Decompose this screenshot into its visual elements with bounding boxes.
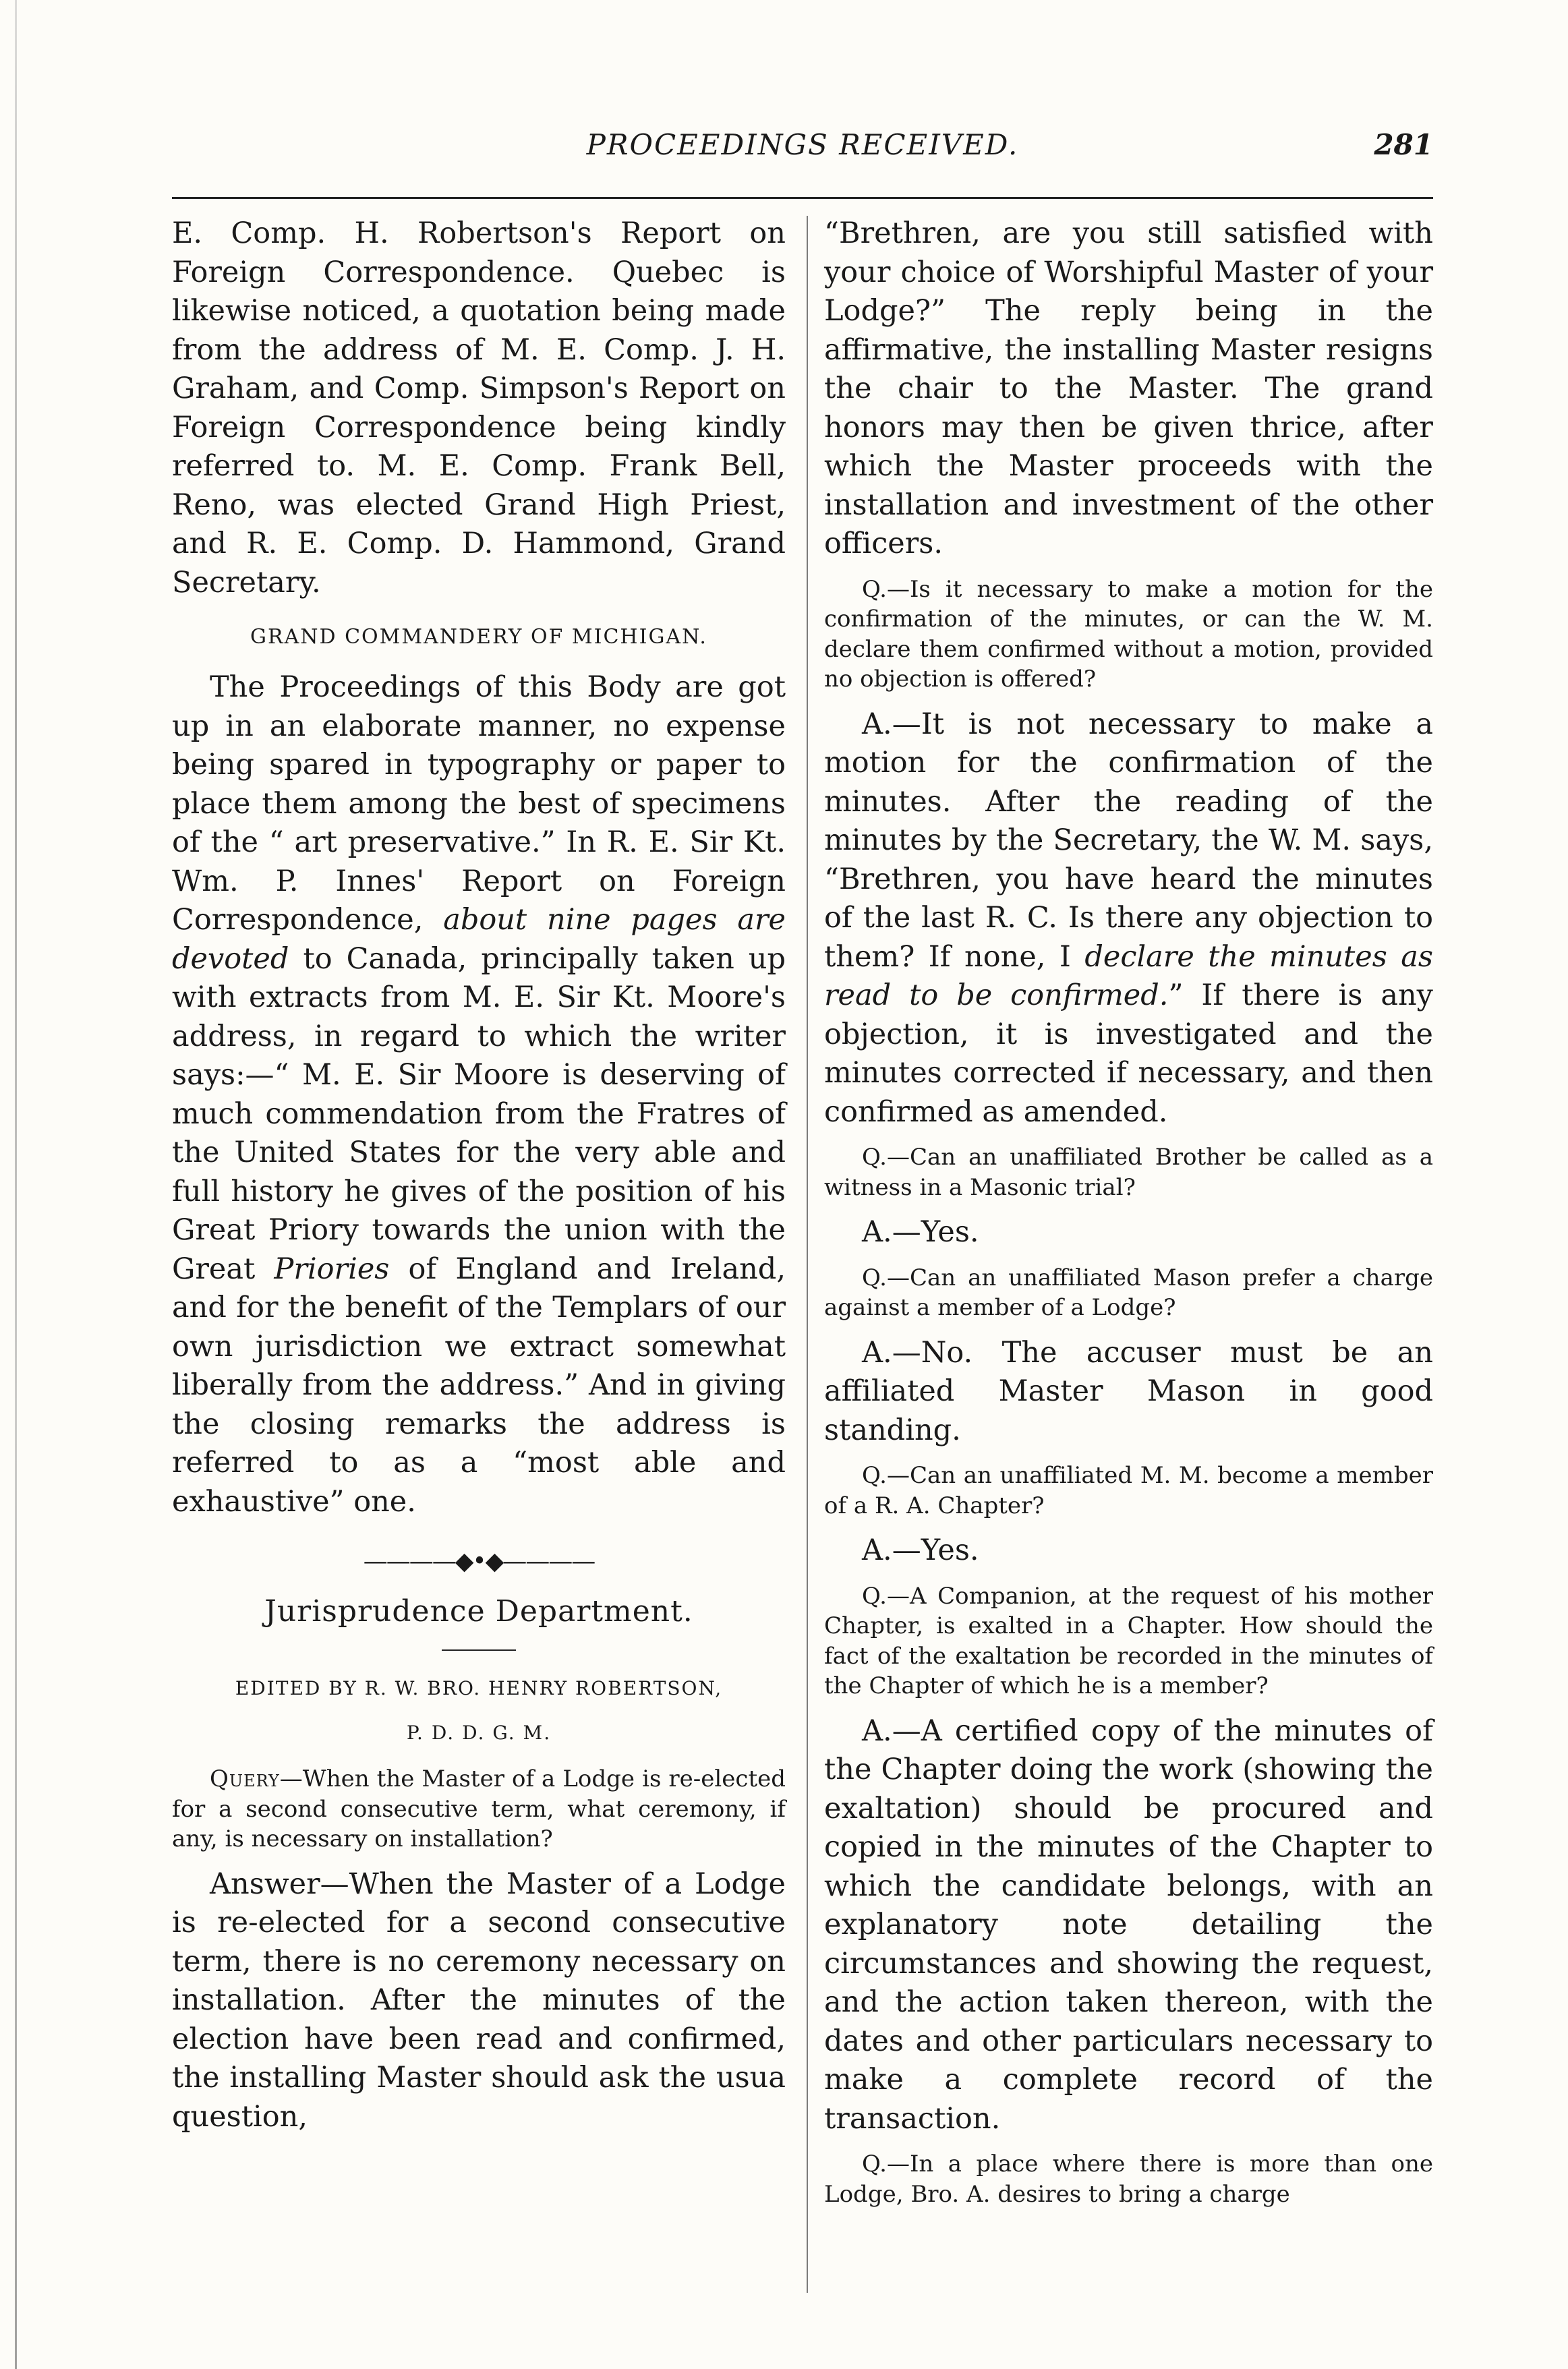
header-rule [172, 197, 1433, 199]
department-title: Jurisprudence Department. [264, 1594, 693, 1629]
query-text: —When the Master of a Lodge is re-elected for a second consecutive term, what ceremony, if any, is necessary on installation? [172, 1765, 786, 1852]
short-rule [442, 1649, 516, 1651]
paragraph-michigan-part1: The Proceedings of this Body are got up in an elaborate manner, no expense being spared in typography or paper to place them among the best of specimens of the “ art preservative.” In R. E. Sir Kt. Wm. P. Innes' Report on Foreign Correspondence, [172, 670, 786, 937]
page-header [172, 128, 1433, 175]
paragraph-quebec: E. Comp. H. Robertson's Report on Foreign Correspondence. Quebec is likewise noticed, a quotation being made from the address of M. E. Comp. J. H. Graham, and Comp. Simpson's Report on Foreign Correspondence being kindly referred to. M. E. Comp. Frank Bell, Reno, was elected Grand High Priest, and R. E. Comp. D. Hammond, Grand Secretary. [172, 216, 786, 599]
running-title: PROCEEDINGS RECEIVED. [586, 128, 1019, 161]
editor-title: P. D. D. G. M. [406, 1722, 552, 1744]
paragraph-michigan-part2: to Canada, principally taken up with extracts from M. E. Sir Kt. Moore's address, in regard to which the writer says:—“ M. E. Sir Moore is deserving of much commendation from the Fratres of the United States for the very able and full history he gives of the position of his Great Priory towards the union with the Great [172, 941, 786, 1286]
answer-1-part1: A.—It is not necessary to make a motion for the confirmation of the minutes. After the reading of the minutes by the Secretary, the W. M. says, “Brethren, you have heard the minutes of the last R. C. Is there any objection to them? If none, I [824, 707, 1433, 974]
answer-5: A.—A certified copy of the minutes of the Chapter doing the work (showing the exaltation) should be procured and copied in the minutes of the Chapter to which the candidate belongs, with an explanatory note detailing the circumstances and showing the request, and the action taken thereon, with the dates and other particulars necessary to make a complete record of the transaction. [824, 1714, 1433, 2136]
question-1: Q.—Is it necessary to make a motion for the confirmation of the minutes, or can the W. M. declare them confirmed without a motion, provided no objection is offered? [824, 575, 1433, 693]
paragraph-michigan-italic: about nine pages are devoted [172, 903, 786, 976]
column-divider [807, 216, 808, 2293]
answer-1-italic: declare the minutes as read to be confirmed. [824, 939, 1433, 1012]
paragraph-michigan [172, 668, 786, 1521]
answer-1 [824, 705, 1433, 1132]
answer-1-part2: ” If there is any objection, it is investigated and the minutes corrected if necessary, and then confirmed as amended. [824, 978, 1433, 1129]
left-column [172, 214, 786, 2136]
answer-3: A.—No. The accuser must be an affiliated Master Mason in good standing. [824, 1335, 1433, 1447]
question-2: Q.—Can an unaffiliated Brother be called as a witness in a Masonic trial? [824, 1144, 1433, 1201]
section-heading-michigan: GRAND COMMANDERY OF MICHIGAN. [250, 625, 707, 649]
answer-installation: Answer—When the Master of a Lodge is re-elected for a second consecutive term, there is no ceremony necessary on installation. After the minutes of the election have been read and confirmed, the installing Master should ask the usua question, [172, 1867, 786, 2134]
question-6: Q.—In a place where there is more than one Lodge, Bro. A. desires to bring a charge [824, 2151, 1433, 2208]
question-4: Q.—Can an unaffiliated M. M. become a member of a R. A. Chapter? [824, 1462, 1433, 1519]
question-5: Q.—A Companion, at the request of his mother Chapter, is exalted in a Chapter. How should the fact of the exaltation be recorded in the minutes of the Chapter of which he is a member? [824, 1582, 1433, 1699]
answer-2: A.—Yes. [862, 1215, 979, 1249]
paragraph-michigan-part3: of England and Ireland, and for the benefit of the Templars of our own jurisdiction we extract somewhat liberally from the address.” And in giving the closing remarks the address is referred to as a “most able and exhaustive” one. [172, 1252, 786, 1519]
page-edge-shadow [15, 0, 17, 2369]
editor-line: EDITED BY R. W. BRO. HENRY ROBERTSON, [235, 1677, 723, 1699]
right-column [824, 214, 1433, 2209]
ornament-divider: ————◆•◆———— [363, 1548, 595, 1575]
paragraph-continuation: “Brethren, are you still satisfied with your choice of Worshipful Master of your Lodge?” The reply being in the affirmative, the installing Master resigns the chair to the Master. The grand honors may then be given thrice, after which the Master proceeds with the installation and investment of the other officers. [824, 216, 1433, 560]
answer-4: A.—Yes. [862, 1533, 979, 1567]
query-label: Query [210, 1765, 280, 1792]
question-3: Q.—Can an unaffiliated Mason prefer a charge against a member of a Lodge? [824, 1264, 1433, 1321]
paragraph-michigan-italic2: Priories [274, 1252, 390, 1286]
page-number: 281 [1374, 128, 1433, 161]
query-installation [172, 1764, 786, 1854]
